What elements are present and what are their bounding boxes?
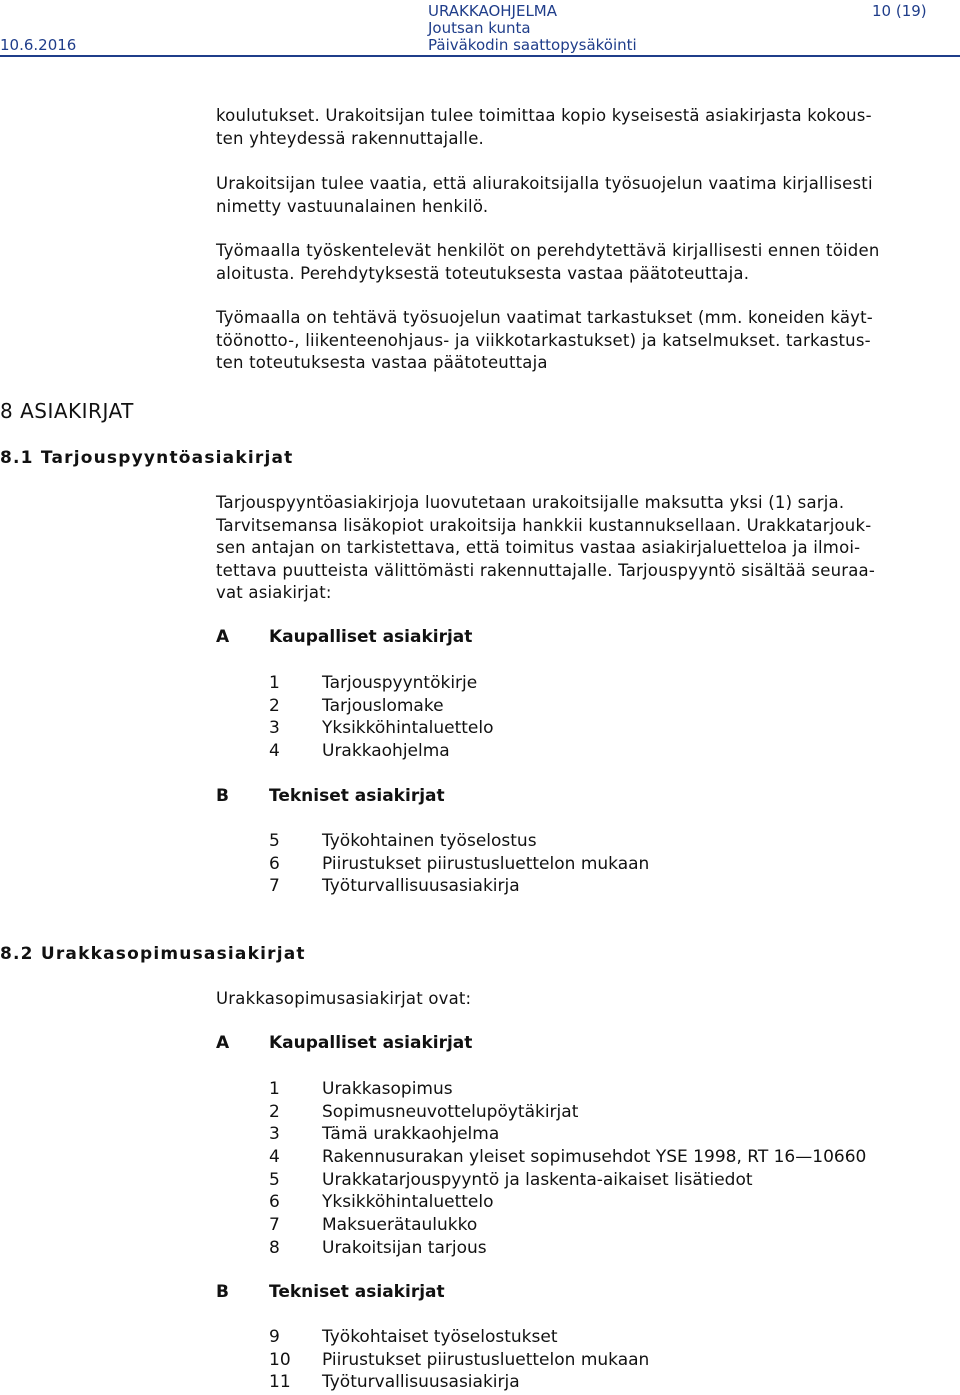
list-item: 1 Tarjouspyyntökirje (269, 673, 478, 693)
paragraph-induction: Työmaalla työskentelevät henkilöt on perehdytettävä kirjallisesti ennen töiden aloitusta. Perehdytyksestä toteutuksesta vastaa päätoteuttaja. (216, 241, 880, 283)
list-item: 7 Työturvallisuusasiakirja (269, 876, 520, 897)
header-project: Päiväkodin saattopysäköinti (428, 36, 637, 54)
list-item: 2 Tarjouslomake (269, 695, 444, 716)
list-item: 5 Työkohtainen työselostus (269, 831, 537, 851)
list-item: 3 Yksikköhintaluettelo (269, 718, 494, 739)
list-item: 6 Piirustukset piirustusluettelon mukaan (269, 853, 650, 874)
group-title-technical: Tekniset asiakirjat (269, 786, 445, 806)
list-item: 4 Rakennusurakan yleiset sopimusehdot YSE 1998, RT 16—10660 (269, 1147, 867, 1168)
list-item: 3 Tämä urakkaohjelma (269, 1124, 500, 1145)
list-contract-commercial (269, 1078, 949, 1260)
paragraph-tender-documents: Tarjouspyyntöasiakirjoja luovutetaan urakoitsijalle maksutta yksi (1) sarja. Tarvitsemansa lisäkopiot urakoitsija hankkii kustannuksellaan. Urakkatarjouk- sen antajan on tarkistettava, että toimitus vastaa asiakirjaluetteloa ja ilmoi- tettava puutteista välittömästi rakennuttajalle. Tarjouspyyntö sisältää seuraa- vat asiakirjat: (216, 493, 875, 603)
list-item: 4 Urakkaohjelma (269, 741, 450, 762)
list-item: 8 Urakoitsijan tarjous (269, 1237, 487, 1258)
section-heading-8: 8 ASIAKIRJAT (0, 399, 134, 423)
section-heading-8-2: 8.2 Urakkasopimusasiakirjat (0, 944, 306, 964)
group-title-technical: Tekniset asiakirjat (269, 1282, 445, 1302)
list-item: 6 Yksikköhintaluettelo (269, 1192, 494, 1213)
list-tender-technical (269, 830, 869, 898)
list-tender-commercial (269, 672, 869, 763)
header-rule (0, 55, 960, 57)
group-title-commercial: Kaupalliset asiakirjat (269, 1033, 473, 1053)
header-page-number: 10 (19) (872, 2, 927, 20)
group-letter-a: A (216, 627, 230, 647)
group-letter-b: B (216, 786, 229, 806)
header-doc-title: URAKKAOHJELMA (428, 2, 558, 20)
list-item: 5 Urakkatarjouspyyntö ja laskenta-aikaiset lisätiedot (269, 1169, 753, 1190)
group-letter-a: A (216, 1033, 230, 1053)
header-date: 10.6.2016 (0, 36, 77, 54)
list-item: 10 Piirustukset piirustusluettelon mukaan (269, 1349, 650, 1370)
paragraph-inspections: Työmaalla on tehtävä työsuojelun vaatimat tarkastukset (mm. koneiden käyt- töönotto-, liikenteenohjaus- ja viikkotarkastukset) ja katselmukset. tarkastus- ten toteutuksesta vastaa päätoteuttaja (216, 308, 873, 373)
section-heading-8-1: 8.1 Tarjouspyyntöasiakirjat (0, 448, 294, 468)
list-item: 1 Urakkasopimus (269, 1079, 453, 1099)
group-title-commercial: Kaupalliset asiakirjat (269, 627, 473, 647)
list-item: 9 Työkohtaiset työselostukset (269, 1327, 558, 1347)
paragraph-subcontractor: Urakoitsijan tulee vaatia, että aliurakoitsijalla työsuojelun vaatima kirjallisesti nimetty vastuunalainen henkilö. (216, 174, 873, 216)
header-organization: Joutsan kunta (428, 19, 531, 37)
list-contract-technical (269, 1326, 869, 1394)
list-item: 7 Maksuerätaulukko (269, 1215, 478, 1236)
paragraph-contract-documents: Urakkasopimusasiakirjat ovat: (216, 989, 472, 1008)
paragraph-training: koulutukset. Urakoitsijan tulee toimittaa kopio kyseisestä asiakirjasta kokous- ten yhteydessä rakennuttajalle. (216, 106, 872, 148)
list-item: 11 Työturvallisuusasiakirja (269, 1372, 520, 1393)
list-item: 2 Sopimusneuvottelupöytäkirjat (269, 1101, 579, 1122)
group-letter-b: B (216, 1282, 229, 1302)
